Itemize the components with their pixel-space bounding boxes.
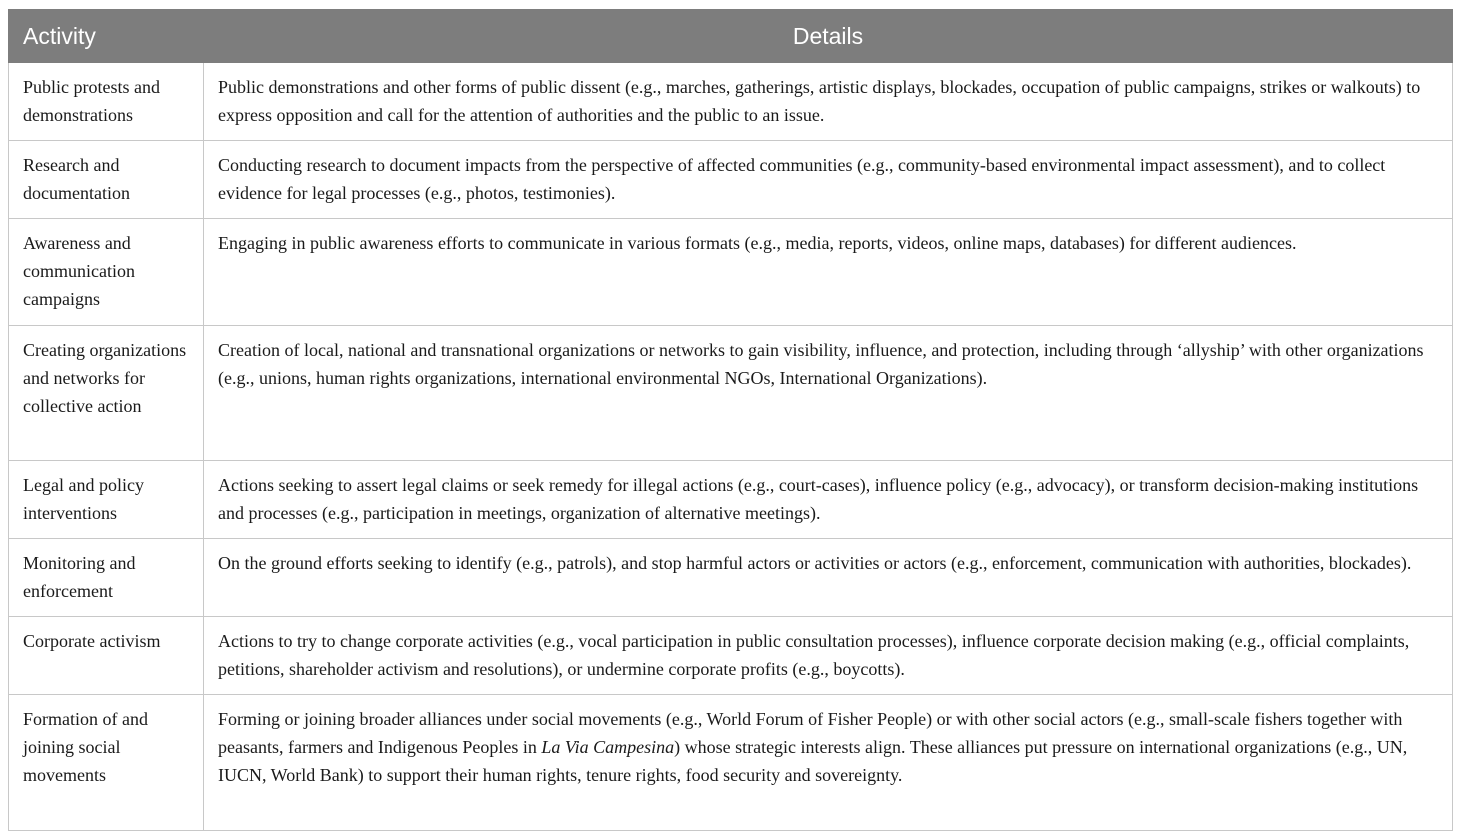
activity-cell: Legal and policy interventions	[9, 461, 204, 539]
activity-cell: Public protests and demonstrations	[9, 63, 204, 141]
table-row	[9, 219, 1453, 326]
table-row	[9, 461, 1453, 539]
table-row	[9, 141, 1453, 219]
details-cell: Creation of local, national and transnational organizations or networks to gain visibility, influence, and protection, including through ‘allyship’ with other organizations (e.g., unions, human rights organizations, international environmental NGOs, International Organizations).	[204, 326, 1453, 461]
table-row	[9, 695, 1453, 831]
column-header-details: Details	[204, 10, 1453, 63]
table-row	[9, 617, 1453, 695]
details-cell: Public demonstrations and other forms of public dissent (e.g., marches, gatherings, artistic displays, blockades, occupation of public campaigns, strikes or walkouts) to express opposition and call for the attention of authorities and the public to an issue.	[204, 63, 1453, 141]
details-text-before: Forming or joining broader alliances under social movements (e.g., World Forum of Fisher People) or with other social actors (e.g., small-scale fishers together with peasants, farmers and Indigenous Peoples in	[218, 709, 1407, 757]
details-cell: On the ground efforts seeking to identify (e.g., patrols), and stop harmful actors or activities or actors (e.g., enforcement, communication with authorities, blockades).	[204, 539, 1453, 617]
details-text-italic: La Via Campesina	[541, 737, 675, 757]
activity-cell: Corporate activism	[9, 617, 204, 695]
activity-cell: Creating organizations and networks for collective action	[9, 326, 204, 461]
activity-cell: Monitoring and enforcement	[9, 539, 204, 617]
activity-cell: Formation of and joining social movements	[9, 695, 204, 831]
table-row	[9, 539, 1453, 617]
table-header-row	[9, 10, 1453, 63]
details-cell: Actions seeking to assert legal claims or seek remedy for illegal actions (e.g., court-cases), influence policy (e.g., advocacy), or transform decision-making institutions and processes (e.g., participation in meetings, organization of alternative meetings).	[204, 461, 1453, 539]
details-cell: Conducting research to document impacts from the perspective of affected communities (e.g., community-based environmental impact assessment), and to collect evidence for legal processes (e.g., photos, testimonies).	[204, 141, 1453, 219]
table-row	[9, 326, 1453, 461]
details-text-after: ) whose strategic interests align. These alliances put pressure on international organizations (e.g., UN, IUCN, World Bank) to support their human rights, tenure rights, food security and sovereignty.	[218, 737, 1412, 785]
details-cell: Engaging in public awareness efforts to communicate in various formats (e.g., media, reports, videos, online maps, databases) for different audiences.	[204, 219, 1453, 326]
details-cell: Actions to try to change corporate activities (e.g., vocal participation in public consultation processes), influence corporate decision making (e.g., official complaints, petitions, shareholder activism and resolutions), or undermine corporate profits (e.g., boycotts).	[204, 617, 1453, 695]
activity-cell: Awareness and communication campaigns	[9, 219, 204, 326]
activities-table	[8, 9, 1453, 831]
table-row	[9, 63, 1453, 141]
column-header-activity: Activity	[9, 10, 204, 63]
details-cell	[204, 695, 1453, 831]
activity-cell: Research and documentation	[9, 141, 204, 219]
